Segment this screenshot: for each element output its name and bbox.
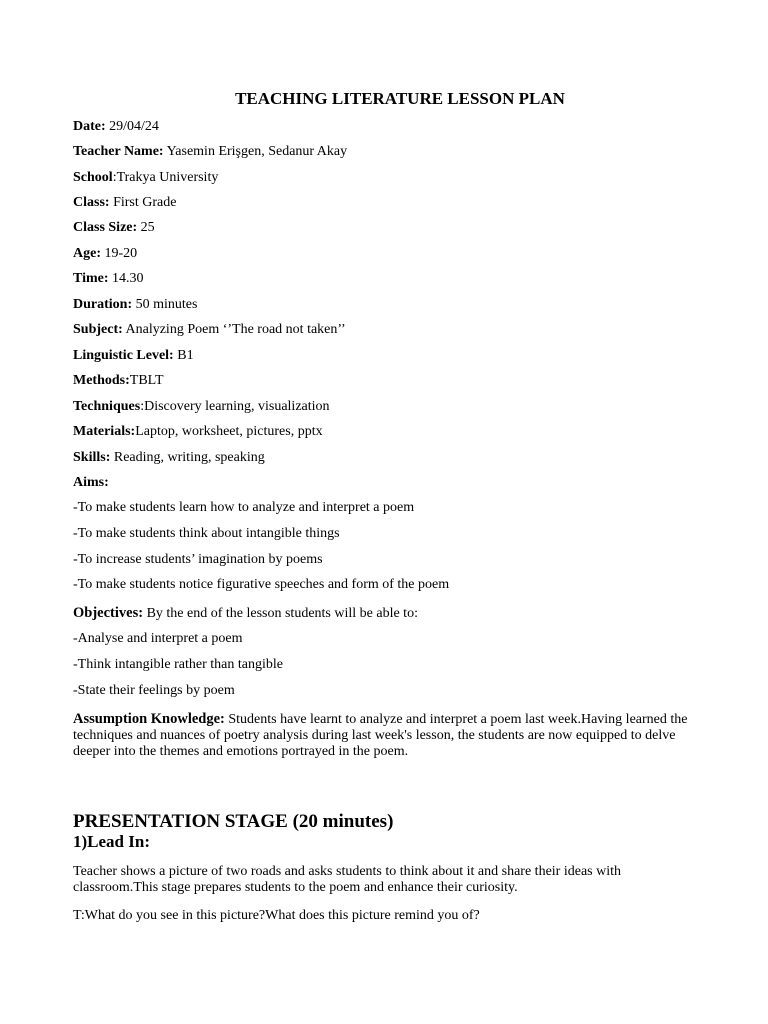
- field-value: 29/04/24: [105, 119, 159, 134]
- field-label: Date:: [73, 119, 106, 134]
- objective-item: -State their feelings by poem: [73, 683, 235, 698]
- field-value: :Trakya University: [112, 170, 219, 185]
- field-value: B1: [173, 348, 194, 363]
- field-value: Analyzing Poem ‘’The road not taken’’: [122, 322, 346, 337]
- field-label: Teacher Name:: [73, 144, 164, 159]
- field-value: Yasemin Erişgen, Sedanur Akay: [163, 144, 348, 159]
- field-value: Laptop, worksheet, pictures, pptx: [135, 424, 323, 439]
- field-duration: [73, 297, 197, 313]
- field-teacher-name: [73, 144, 347, 160]
- field-value: 19-20: [101, 246, 138, 261]
- aim-item: -To make students notice figurative speeches and form of the poem: [73, 577, 450, 592]
- field-label: Duration:: [73, 297, 133, 312]
- document-title: TEACHING LITERATURE LESSON PLAN: [235, 89, 565, 108]
- field-materials: [73, 424, 323, 440]
- field-label: Time:: [73, 271, 109, 286]
- lead-in-heading: 1)Lead In:: [73, 832, 150, 851]
- field-school: [73, 170, 218, 186]
- field-value: :Discovery learning, visualization: [140, 399, 330, 414]
- field-value: Reading, writing, speaking: [110, 450, 265, 465]
- assumption-knowledge: [73, 711, 693, 760]
- field-label: Age:: [73, 246, 101, 261]
- field-label: Skills:: [73, 450, 111, 465]
- aims-label: Aims:: [73, 475, 109, 490]
- objectives-intro: By the end of the lesson students will be able to:: [143, 606, 418, 621]
- field-label: Materials:: [73, 424, 136, 439]
- field-age: [73, 246, 137, 262]
- field-skills: [73, 450, 265, 466]
- field-class-size: [73, 220, 155, 236]
- field-date: [73, 119, 159, 135]
- aim-item: -To make students learn how to analyze and interpret a poem: [73, 500, 415, 515]
- field-label: Linguistic Level:: [73, 348, 174, 363]
- assumption-text: Students have learnt to analyze and interpret a poem last week.Having learned the techniques and nuances of poetry analysis during last week's lesson, the students are now equipped to delve deeper into the themes and emotions portrayed in the poem.: [73, 712, 688, 759]
- field-value: 25: [137, 220, 155, 235]
- field-label: Techniques: [73, 399, 141, 414]
- field-value: 14.30: [108, 271, 144, 286]
- aim-item: -To make students think about intangible things: [73, 526, 340, 541]
- field-class: [73, 195, 176, 211]
- field-label: Methods:: [73, 373, 130, 388]
- field-label: School: [73, 170, 113, 185]
- field-label: Class:: [73, 195, 110, 210]
- assumption-label: Assumption Knowledge:: [73, 711, 225, 727]
- field-linguistic-level: [73, 348, 194, 364]
- objectives-label: Objectives:: [73, 605, 144, 621]
- aims-heading: [73, 475, 109, 491]
- field-value: TBLT: [129, 373, 164, 388]
- aim-item: -To increase students’ imagination by poems: [73, 552, 323, 567]
- field-value: First Grade: [109, 195, 177, 210]
- field-methods: [73, 373, 164, 389]
- presentation-stage-heading: PRESENTATION STAGE (20 minutes): [73, 811, 394, 832]
- field-label: Subject:: [73, 322, 123, 337]
- field-time: [73, 271, 144, 287]
- objectives-intro-line: [73, 605, 418, 622]
- objective-item: -Think intangible rather than tangible: [73, 657, 283, 672]
- objective-item: -Analyse and interpret a poem: [73, 631, 243, 646]
- field-techniques: [73, 399, 330, 415]
- field-value: 50 minutes: [132, 297, 198, 312]
- lead-in-paragraph: Teacher shows a picture of two roads and asks students to think about it and share their ideas with classroom.This stage prepares students to the poem and enhance their curiosity.: [73, 864, 621, 895]
- field-label: Class Size:: [73, 220, 138, 235]
- field-subject: [73, 322, 346, 338]
- teacher-question: T:What do you see in this picture?What does this picture remind you of?: [73, 908, 480, 923]
